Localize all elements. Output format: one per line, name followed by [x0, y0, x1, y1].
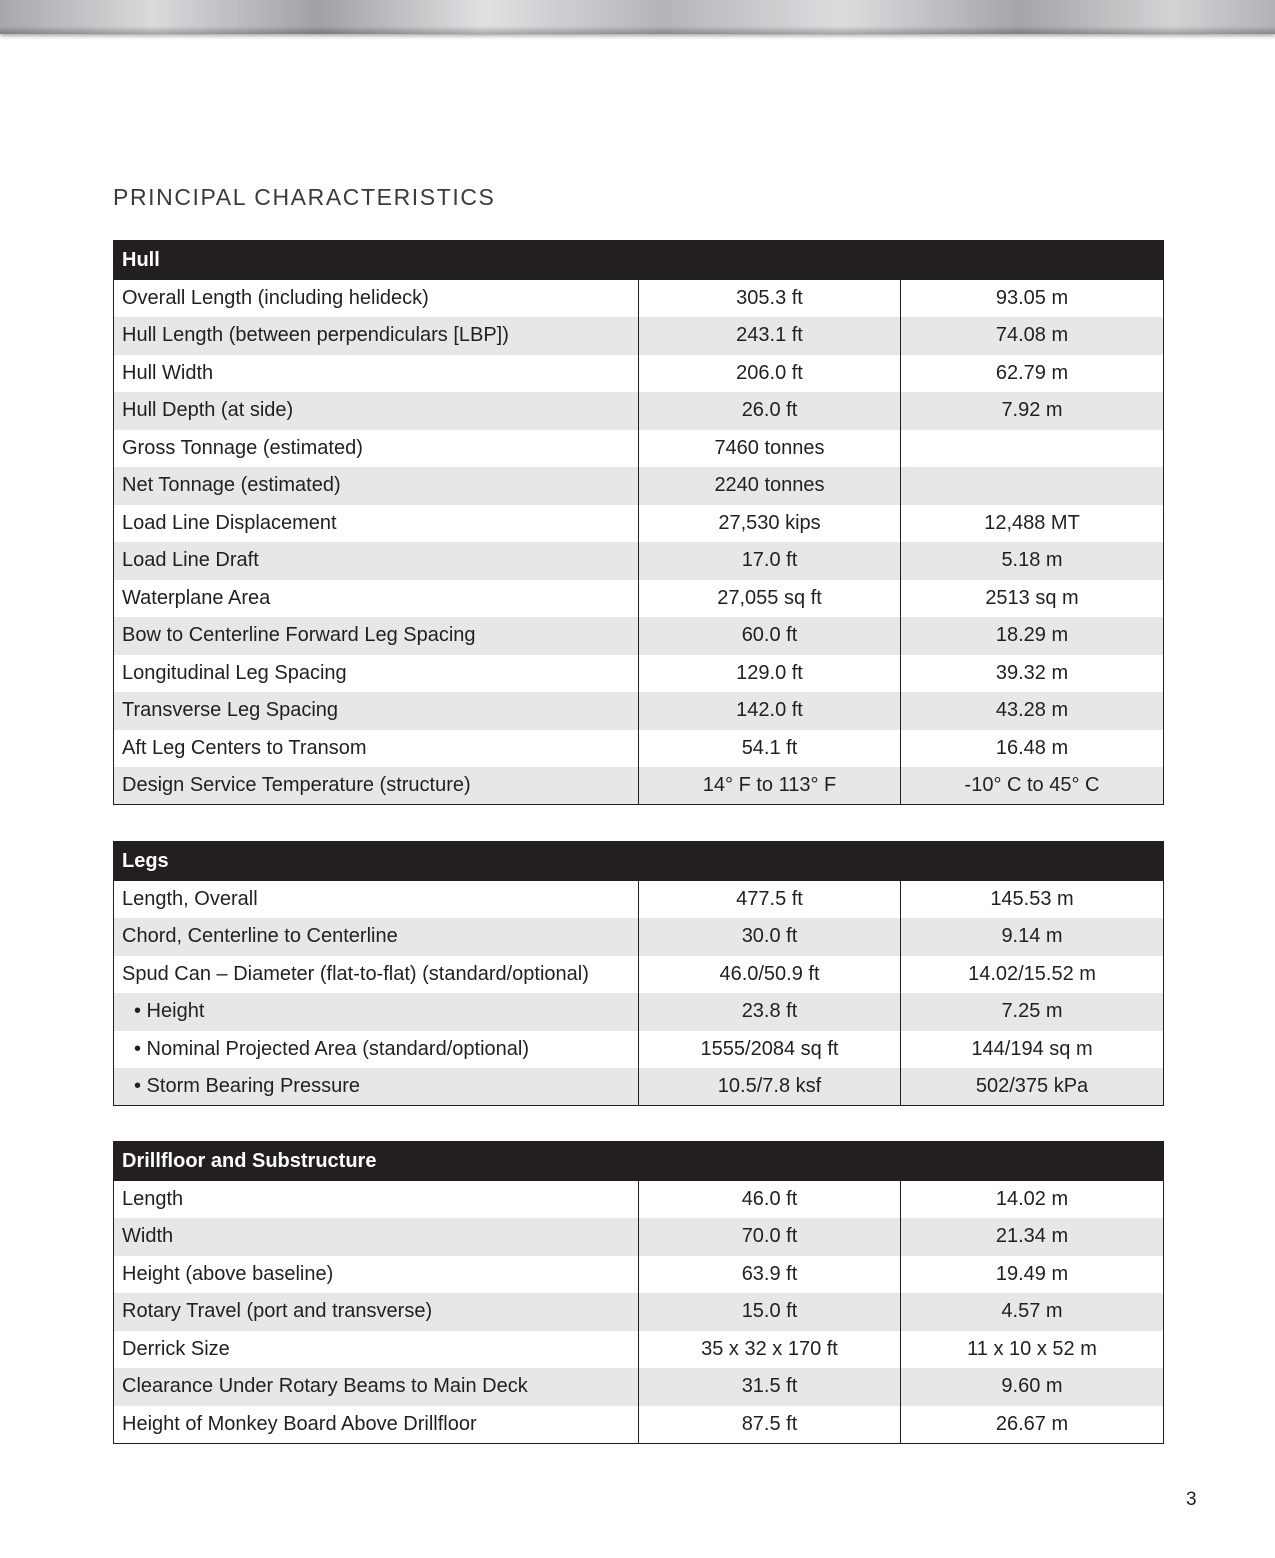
spec-imperial-value: 305.3 ft	[639, 280, 901, 318]
spec-metric-value	[901, 467, 1164, 505]
spec-imperial-value: 35 x 32 x 170 ft	[639, 1331, 901, 1369]
spec-label: Net Tonnage (estimated)	[114, 467, 639, 505]
spec-imperial-value: 243.1 ft	[639, 317, 901, 355]
spec-label: • Nominal Projected Area (standard/optional)	[114, 1031, 639, 1069]
top-decorative-band	[0, 0, 1275, 34]
spec-label: Design Service Temperature (structure)	[114, 767, 639, 805]
spec-label: Derrick Size	[114, 1331, 639, 1369]
table-row	[114, 1293, 1164, 1331]
spec-imperial-value: 26.0 ft	[639, 392, 901, 430]
spec-label: Length	[114, 1181, 639, 1219]
spec-label: Transverse Leg Spacing	[114, 692, 639, 730]
table-row	[114, 993, 1164, 1031]
hull-table	[113, 240, 1164, 805]
spec-imperial-value: 87.5 ft	[639, 1406, 901, 1444]
page-number: 3	[1186, 1489, 1197, 1510]
drillfloor-table-header: Drillfloor and Substructure	[114, 1142, 1164, 1181]
spec-metric-value: 26.67 m	[901, 1406, 1164, 1444]
spec-metric-value: 74.08 m	[901, 317, 1164, 355]
spec-metric-value: 2513 sq m	[901, 580, 1164, 618]
spec-imperial-value: 46.0 ft	[639, 1181, 901, 1219]
table-row	[114, 1406, 1164, 1444]
spec-label: Load Line Draft	[114, 542, 639, 580]
spec-metric-value: 14.02 m	[901, 1181, 1164, 1219]
spec-imperial-value: 60.0 ft	[639, 617, 901, 655]
spec-label: Waterplane Area	[114, 580, 639, 618]
spec-label: Rotary Travel (port and transverse)	[114, 1293, 639, 1331]
spec-label: Bow to Centerline Forward Leg Spacing	[114, 617, 639, 655]
table-row	[114, 280, 1164, 318]
spec-metric-value: 21.34 m	[901, 1218, 1164, 1256]
page-title: PRINCIPAL CHARACTERISTICS	[113, 184, 496, 210]
spec-imperial-value: 70.0 ft	[639, 1218, 901, 1256]
spec-label: • Storm Bearing Pressure	[114, 1068, 639, 1106]
spec-metric-value: 145.53 m	[901, 881, 1164, 919]
table-row	[114, 580, 1164, 618]
spec-imperial-value: 142.0 ft	[639, 692, 901, 730]
spec-imperial-value: 477.5 ft	[639, 881, 901, 919]
spec-imperial-value: 7460 tonnes	[639, 430, 901, 468]
table-row	[114, 1031, 1164, 1069]
table-row	[114, 881, 1164, 919]
legs-table	[113, 841, 1164, 1106]
table-row	[114, 542, 1164, 580]
spec-metric-value: 9.14 m	[901, 918, 1164, 956]
spec-label: • Height	[114, 993, 639, 1031]
table-row	[114, 767, 1164, 805]
spec-label: Chord, Centerline to Centerline	[114, 918, 639, 956]
spec-metric-value: 18.29 m	[901, 617, 1164, 655]
spec-metric-value: 39.32 m	[901, 655, 1164, 693]
spec-imperial-value: 17.0 ft	[639, 542, 901, 580]
spec-label: Load Line Displacement	[114, 505, 639, 543]
spec-metric-value: -10° C to 45° C	[901, 767, 1164, 805]
spec-metric-value: 93.05 m	[901, 280, 1164, 318]
spec-label: Width	[114, 1218, 639, 1256]
spec-imperial-value: 2240 tonnes	[639, 467, 901, 505]
spec-imperial-value: 206.0 ft	[639, 355, 901, 393]
spec-metric-value: 7.92 m	[901, 392, 1164, 430]
table-row	[114, 430, 1164, 468]
spec-imperial-value: 10.5/7.8 ksf	[639, 1068, 901, 1106]
table-row	[114, 1181, 1164, 1219]
spec-label: Clearance Under Rotary Beams to Main Deck	[114, 1368, 639, 1406]
spec-imperial-value: 14° F to 113° F	[639, 767, 901, 805]
table-row	[114, 617, 1164, 655]
spec-metric-value: 14.02/15.52 m	[901, 956, 1164, 994]
spec-metric-value: 12,488 MT	[901, 505, 1164, 543]
table-row	[114, 355, 1164, 393]
spec-imperial-value: 1555/2084 sq ft	[639, 1031, 901, 1069]
spec-metric-value: 502/375 kPa	[901, 1068, 1164, 1106]
spec-label: Hull Length (between perpendiculars [LBP])	[114, 317, 639, 355]
spec-metric-value: 43.28 m	[901, 692, 1164, 730]
spec-imperial-value: 15.0 ft	[639, 1293, 901, 1331]
spec-metric-value: 11 x 10 x 52 m	[901, 1331, 1164, 1369]
spec-label: Overall Length (including helideck)	[114, 280, 639, 318]
spec-metric-value: 19.49 m	[901, 1256, 1164, 1294]
spec-imperial-value: 63.9 ft	[639, 1256, 901, 1294]
spec-metric-value	[901, 430, 1164, 468]
table-row	[114, 317, 1164, 355]
spec-label: Hull Width	[114, 355, 639, 393]
spec-label: Hull Depth (at side)	[114, 392, 639, 430]
spec-label: Longitudinal Leg Spacing	[114, 655, 639, 693]
table-row	[114, 1218, 1164, 1256]
table-row	[114, 505, 1164, 543]
table-row	[114, 692, 1164, 730]
spec-imperial-value: 23.8 ft	[639, 993, 901, 1031]
drillfloor-table	[113, 1141, 1164, 1444]
spec-metric-value: 62.79 m	[901, 355, 1164, 393]
spec-metric-value: 5.18 m	[901, 542, 1164, 580]
spec-label: Height of Monkey Board Above Drillfloor	[114, 1406, 639, 1444]
table-row	[114, 730, 1164, 768]
spec-imperial-value: 129.0 ft	[639, 655, 901, 693]
table-row	[114, 655, 1164, 693]
spec-imperial-value: 30.0 ft	[639, 918, 901, 956]
spec-label: Aft Leg Centers to Transom	[114, 730, 639, 768]
spec-imperial-value: 27,530 kips	[639, 505, 901, 543]
spec-metric-value: 4.57 m	[901, 1293, 1164, 1331]
spec-imperial-value: 27,055 sq ft	[639, 580, 901, 618]
spec-imperial-value: 54.1 ft	[639, 730, 901, 768]
spec-metric-value: 7.25 m	[901, 993, 1164, 1031]
table-row	[114, 1368, 1164, 1406]
spec-metric-value: 9.60 m	[901, 1368, 1164, 1406]
table-row	[114, 918, 1164, 956]
table-row	[114, 1068, 1164, 1106]
table-row	[114, 467, 1164, 505]
spec-imperial-value: 46.0/50.9 ft	[639, 956, 901, 994]
table-row	[114, 1256, 1164, 1294]
hull-table-header: Hull	[114, 241, 1164, 280]
spec-imperial-value: 31.5 ft	[639, 1368, 901, 1406]
table-row	[114, 392, 1164, 430]
spec-label: Gross Tonnage (estimated)	[114, 430, 639, 468]
spec-label: Height (above baseline)	[114, 1256, 639, 1294]
table-row	[114, 1331, 1164, 1369]
table-row	[114, 956, 1164, 994]
spec-metric-value: 144/194 sq m	[901, 1031, 1164, 1069]
legs-table-header: Legs	[114, 842, 1164, 881]
spec-metric-value: 16.48 m	[901, 730, 1164, 768]
spec-label: Length, Overall	[114, 881, 639, 919]
spec-label: Spud Can – Diameter (flat-to-flat) (standard/optional)	[114, 956, 639, 994]
